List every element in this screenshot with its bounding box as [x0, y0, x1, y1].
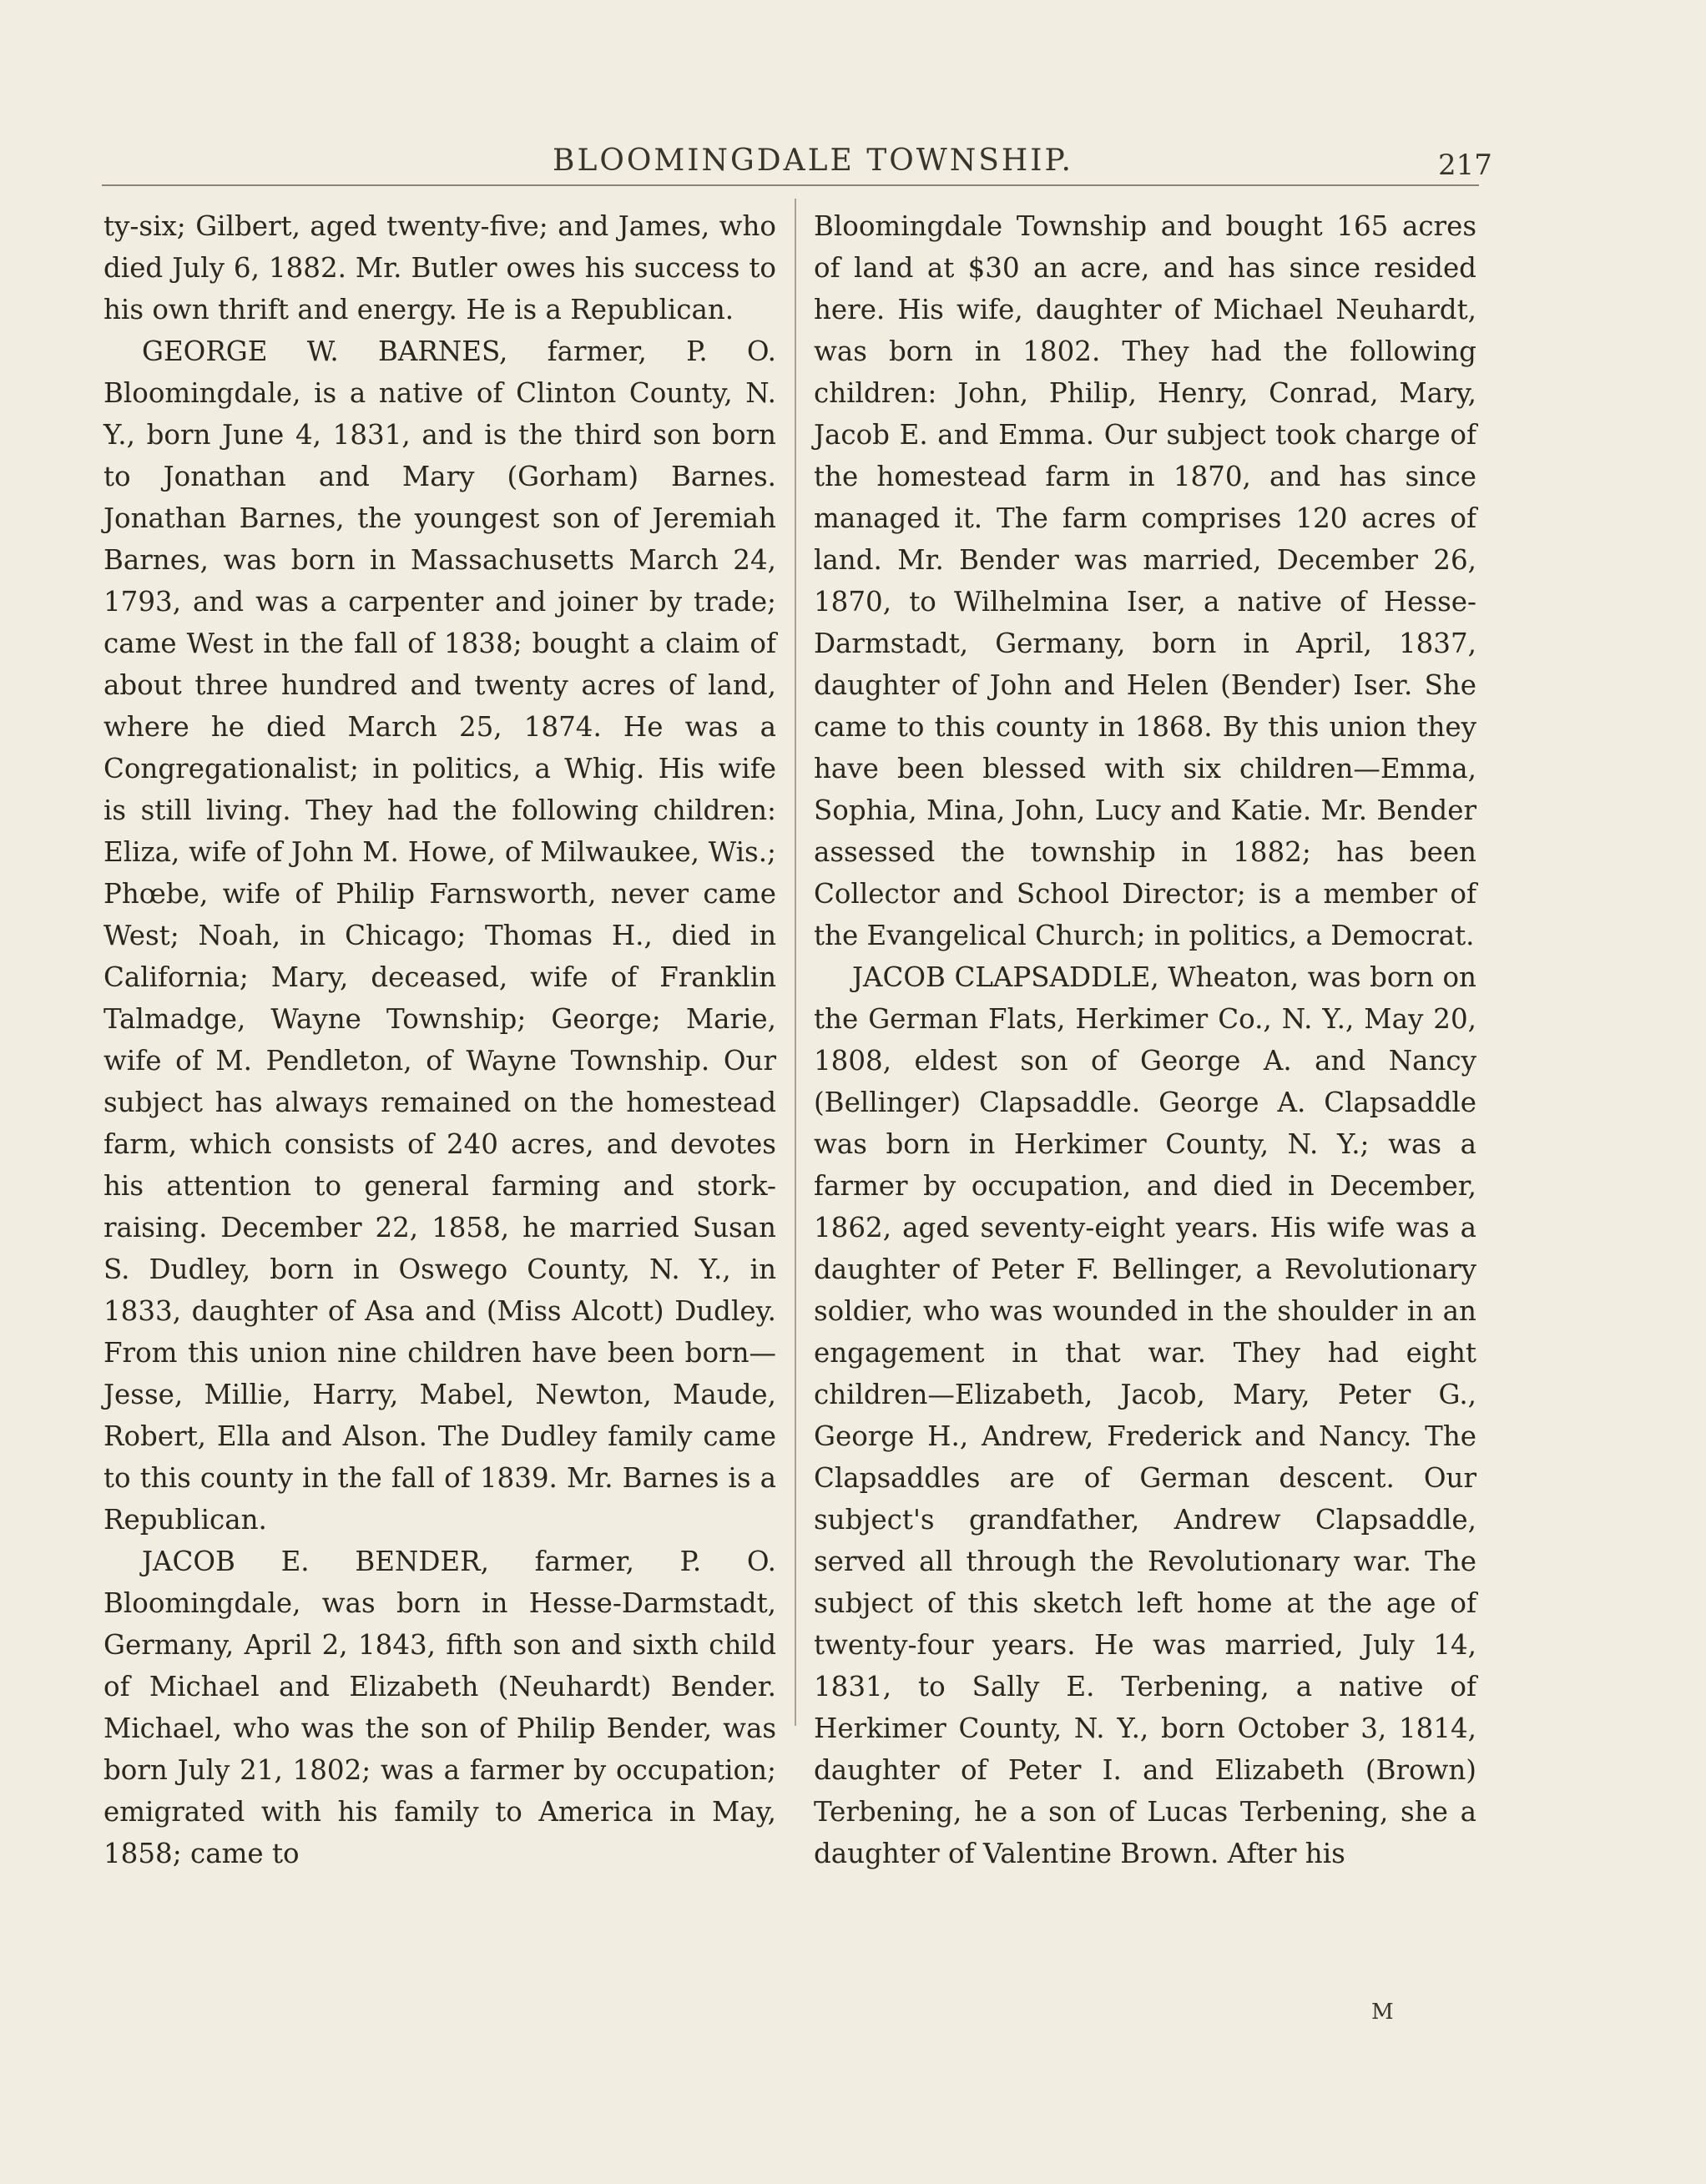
running-title: BLOOMINGDALE TOWNSHIP.	[553, 144, 1073, 178]
header-rule	[102, 184, 1479, 186]
signature-mark: M	[1371, 2000, 1394, 2025]
page-header	[0, 144, 1706, 185]
paragraph-butler-continued: ty-six; Gilbert, aged twenty-five; and James, who died July 6, 1882. Mr. Butler owes his success to his own thrift and energy. He is a Republican.	[103, 210, 776, 325]
paragraph-bender-continued: Bloomingdale Township and bought 165 acres of land at $30 an acre, and has since resided here. His wife, daughter of Michael Neuhardt, was born in 1802. They had the following children: John, Philip, Henry, Conrad, Mary, Jacob E. and Emma. Our subject took charge of the homestead farm in 1870, and has since managed it. The farm comprises 120 acres of land. Mr. Bender was married, December 26, 1870, to Wilhelmina Iser, a native of Hesse-Darmstadt, Germany, born in April, 1837, daughter of John and Helen (Bender) Iser. She came to this county in 1868. By this union they have been blessed with six children—Emma, Sophia, Mina, John, Lucy and Katie. Mr. Bender assessed the township in 1882; has been Collector and School Director; is a member of the Evangelical Church; in politics, a Democrat.	[814, 210, 1476, 951]
paragraph-bender: JACOB E. BENDER, farmer, P. O. Bloomingdale, was born in Hesse-Darmstadt, Germany, April 2, 1843, fifth son and sixth child of Michael and Elizabeth (Neuhardt) Bender. Michael, who was the son of Philip Bender, was born July 21, 1802; was a farmer by occupation; emigrated with his family to America in May, 1858; came to	[103, 1546, 776, 1869]
left-column	[103, 205, 776, 1874]
right-column	[814, 205, 1476, 1874]
paragraph-clapsaddle: JACOB CLAPSADDLE, Wheaton, was born on the German Flats, Herkimer Co., N. Y., May 20, 1808, eldest son of George A. and Nancy (Bellinger) Clapsaddle. George A. Clapsaddle was born in Herkimer County, N. Y.; was a farmer by occupation, and died in December, 1862, aged seventy-eight years. His wife was a daughter of Peter F. Bellinger, a Revolutionary soldier, who was wounded in the shoulder in an engagement in that war. They had eight children—Elizabeth, Jacob, Mary, Peter G., George H., Andrew, Frederick and Nancy. The Clapsaddles are of German descent. Our subject's grandfather, Andrew Clapsaddle, served all through the Revolutionary war. The subject of this sketch left home at the age of twenty-four years. He was married, July 14, 1831, to Sally E. Terbening, a native of Herkimer County, N. Y., born October 3, 1814, daughter of Peter I. and Elizabeth (Brown) Terbening, he a son of Lucas Terbening, she a daughter of Valentine Brown. After his	[814, 961, 1476, 1869]
paragraph-barnes: GEORGE W. BARNES, farmer, P. O. Bloomingdale, is a native of Clinton County, N. Y., born June 4, 1831, and is the third son born to Jonathan and Mary (Gorham) Barnes. Jonathan Barnes, the youngest son of Jeremiah Barnes, was born in Massachusetts March 24, 1793, and was a carpenter and joiner by trade; came West in the fall of 1838; bought a claim of about three hundred and twenty acres of land, where he died March 25, 1874. He was a Congregationalist; in politics, a Whig. His wife is still living. They had the following children: Eliza, wife of John M. Howe, of Milwaukee, Wis.; Phœbe, wife of Philip Farnsworth, never came West; Noah, in Chicago; Thomas H., died in California; Mary, deceased, wife of Franklin Talmadge, Wayne Township; George; Marie, wife of M. Pendleton, of Wayne Township. Our subject has always remained on the homestead farm, which consists of 240 acres, and devotes his attention to general farming and stork-raising. December 22, 1858, he married Susan S. Dudley, born in Oswego County, N. Y., in 1833, daughter of Asa and (Miss Alcott) Dudley. From this union nine children have been born—Jesse, Millie, Harry, Mabel, Newton, Maude, Robert, Ella and Alson. The Dudley family came to this county in the fall of 1839. Mr. Barnes is a Republican.	[103, 335, 776, 1536]
page-number: 217	[1438, 149, 1492, 182]
column-divider	[795, 199, 796, 1726]
